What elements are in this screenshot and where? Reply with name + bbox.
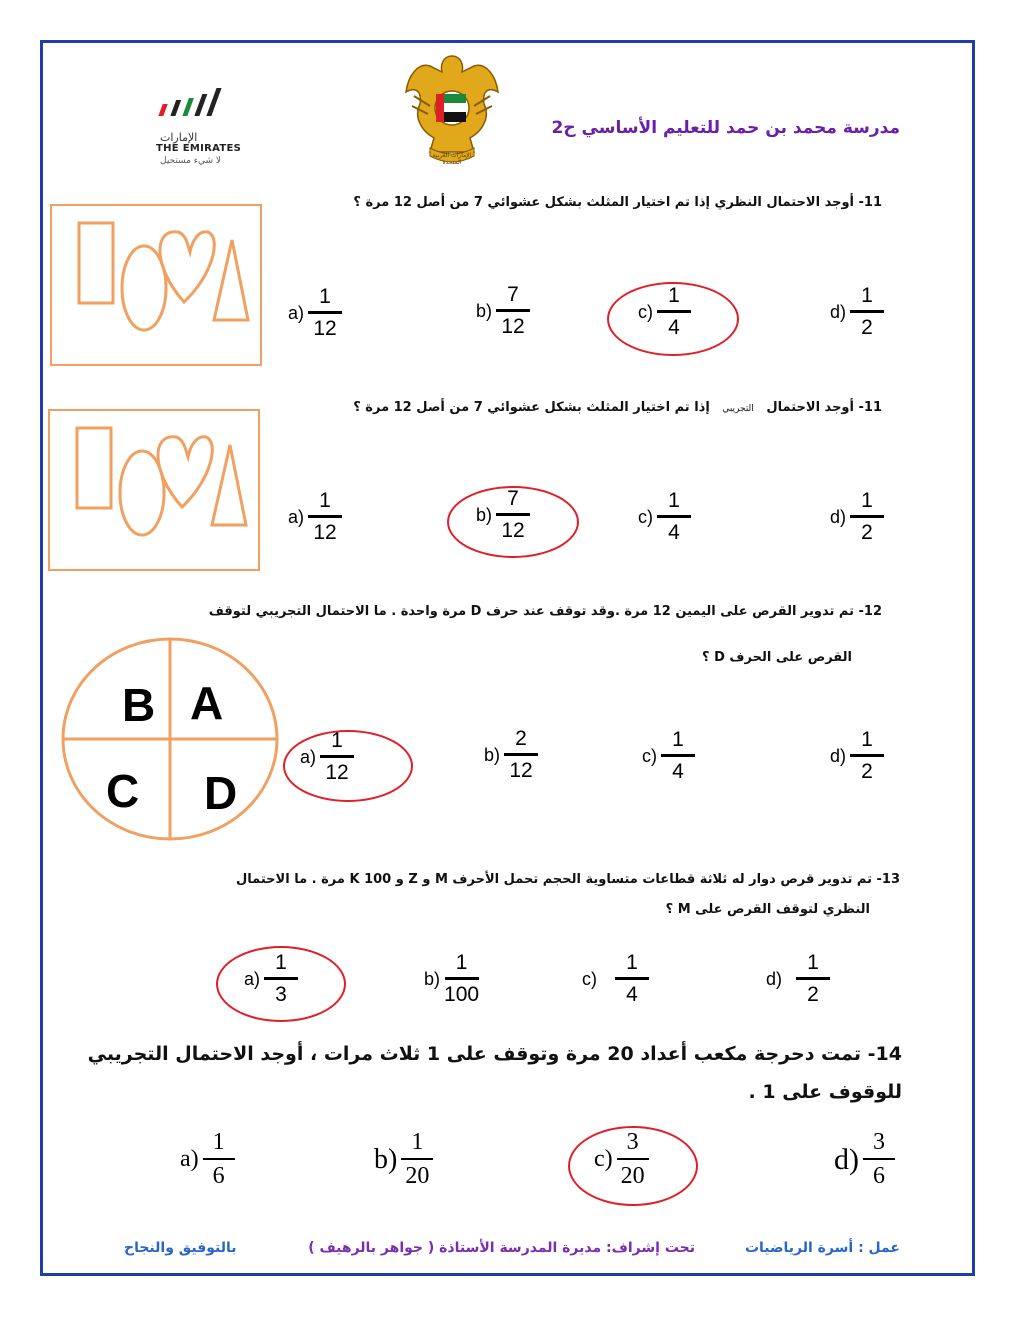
option-label: c) [582, 968, 597, 989]
school-name: مدرسة محمد بن حمد للتعليم الأساسي ح2 [551, 118, 900, 138]
numerator: 7 [507, 283, 519, 306]
denominator: 4 [626, 983, 638, 1007]
q3-line2: القرص على الحرف D ؟ [702, 650, 852, 665]
option-label: b) [476, 300, 493, 321]
numerator: 1 [212, 1129, 225, 1155]
q1-shapes-box [50, 204, 262, 366]
q4-option-b[interactable] [424, 952, 479, 1006]
fraction [661, 729, 695, 783]
shapes-icon [50, 411, 258, 569]
numerator: 1 [672, 728, 684, 751]
option-label: b) [424, 968, 441, 989]
shapes-icon [52, 206, 260, 364]
option-label: b) [484, 744, 501, 765]
numerator: 1 [319, 489, 331, 512]
emirates-brand-logo [156, 84, 240, 130]
q2-text-end: إذا تم اختيار المثلث بشكل عشوائي 7 من أصل 12 مرة ؟ [353, 400, 710, 415]
option-label: c) [642, 745, 657, 766]
brand-arabic: الإمارات [160, 131, 198, 144]
footer-work: عمل : أسرة الرياضيات [744, 1240, 900, 1256]
emblem-caption: الإمارات العربية المتحدة [432, 152, 472, 166]
option-label: d) [834, 1142, 859, 1176]
fraction [401, 1130, 433, 1189]
numerator: 1 [319, 285, 331, 308]
fraction [850, 490, 884, 544]
q2-text [353, 400, 882, 415]
q2-shapes-box [48, 409, 260, 571]
q3-line1: 12- تم تدوير القرص على اليمين 12 مرة .وقد توقف عند حرف D مرة واحدة . ما الاحتمال التجريبي لتوقف [208, 604, 882, 619]
numerator: 1 [861, 728, 873, 751]
option-label: b) [476, 504, 493, 525]
numerator: 2 [515, 727, 527, 750]
denominator: 12 [325, 761, 349, 785]
spinner-label-a: A [190, 677, 224, 729]
option-label: c) [638, 506, 653, 527]
q4-option-d[interactable] [766, 952, 830, 1006]
denominator: 12 [313, 521, 337, 545]
q5-option-b[interactable] [374, 1130, 433, 1189]
q2-option-a[interactable] [288, 490, 342, 544]
spinner-circle-icon [60, 636, 280, 842]
option-label: b) [374, 1143, 398, 1175]
brand-tagline: لا شيء مستحيل [160, 156, 222, 166]
denominator: 6 [212, 1163, 225, 1190]
q3-option-c[interactable] [642, 729, 695, 783]
q5-option-a[interactable] [180, 1130, 235, 1189]
option-label: d) [830, 301, 847, 322]
q3-option-b[interactable] [484, 728, 538, 782]
denominator: 4 [668, 521, 680, 545]
q1-option-b[interactable] [476, 284, 530, 338]
q1-option-a[interactable] [288, 286, 342, 340]
q2-text-small: التجريبي [722, 404, 754, 414]
option-label: c) [638, 301, 653, 322]
q3-answer-circle [283, 730, 413, 802]
numerator: 1 [668, 489, 680, 512]
q2-answer-circle [447, 486, 579, 558]
q5-line2: للوقوف على 1 . [748, 1081, 902, 1103]
fraction [796, 952, 830, 1006]
q5-option-d[interactable] [834, 1130, 895, 1189]
denominator: 12 [501, 519, 525, 543]
option-label: a) [288, 302, 305, 323]
numerator: 3 [873, 1129, 885, 1155]
q2-option-d[interactable] [830, 490, 884, 544]
denominator: 12 [501, 315, 525, 339]
q2-text-start: 11- أوجد الاحتمال [766, 400, 882, 415]
brand-english: THE EMIRATES [156, 143, 242, 154]
denominator: 2 [861, 316, 873, 340]
fraction [850, 285, 884, 339]
numerator: 1 [331, 729, 343, 752]
footer-supervision: تحت إشراف: مديرة المدرسة الأستاذة ( جواهر بالرهيف ) [308, 1240, 695, 1256]
denominator: 12 [313, 317, 337, 341]
fraction [496, 284, 530, 338]
option-label: a) [300, 746, 317, 767]
fraction [504, 728, 538, 782]
option-label: a) [244, 968, 261, 989]
numerator: 7 [507, 487, 519, 510]
denominator: 6 [873, 1163, 885, 1190]
spinner-label-d: D [204, 767, 238, 819]
option-label: d) [830, 506, 847, 527]
numerator: 1 [275, 951, 287, 974]
option-label: a) [180, 1146, 199, 1173]
denominator: 100 [444, 983, 480, 1007]
option-label: d) [766, 968, 783, 989]
numerator: 1 [861, 489, 873, 512]
denominator: 2 [807, 983, 819, 1007]
denominator: 20 [620, 1163, 645, 1190]
option-label: d) [830, 745, 847, 766]
q3-option-d[interactable] [830, 729, 884, 783]
q2-option-c[interactable] [638, 490, 691, 544]
numerator: 1 [626, 951, 638, 974]
fraction [863, 1130, 895, 1189]
option-label: a) [288, 506, 305, 527]
uae-emblem [400, 52, 504, 170]
denominator: 2 [861, 760, 873, 784]
fraction [444, 952, 479, 1006]
numerator: 1 [668, 284, 680, 307]
numerator: 1 [455, 951, 468, 974]
fraction [615, 952, 649, 1006]
spinner-label-b: B [122, 679, 156, 731]
q1-answer-circle [607, 282, 739, 356]
fraction [203, 1130, 235, 1189]
spinner-label-c: C [106, 765, 140, 817]
q4-option-c[interactable] [582, 952, 649, 1006]
fraction [850, 729, 884, 783]
fraction [308, 286, 342, 340]
fraction [308, 490, 342, 544]
footer-wish: بالتوفيق والنجاح [124, 1240, 237, 1256]
fraction [657, 490, 691, 544]
q4-line1: 13- تم تدوير قرص دوار له ثلاثة قطاعات متساوية الحجم تحمل الأحرف M و Z و K 100 مرة . ما الاحتمال [236, 872, 900, 887]
option-label: c) [594, 1146, 613, 1173]
brand-stripes-icon [156, 84, 240, 130]
numerator: 1 [861, 284, 873, 307]
q4-answer-circle [216, 946, 346, 1022]
q1-option-d[interactable] [830, 285, 884, 339]
q4-line2: النظري لتوقف القرص على M ؟ [665, 902, 870, 917]
spinner [60, 636, 280, 842]
denominator: 20 [405, 1163, 430, 1190]
denominator: 2 [861, 521, 873, 545]
q5-line1: 14- تمت دحرجة مكعب أعداد 20 مرة وتوقف على 1 ثلاث مرات ، أوجد الاحتمال التجريبي [87, 1043, 902, 1065]
denominator: 3 [275, 983, 287, 1007]
q1-text: 11- أوجد الاحتمال النظري إذا تم اختيار المثلث بشكل عشوائي 7 من أصل 12 مرة ؟ [353, 195, 882, 210]
denominator: 4 [672, 760, 684, 784]
denominator: 4 [668, 316, 680, 340]
numerator: 1 [807, 951, 819, 974]
numerator: 1 [411, 1129, 424, 1155]
q5-answer-circle [568, 1126, 698, 1206]
numerator: 3 [626, 1129, 639, 1155]
denominator: 12 [509, 759, 533, 783]
